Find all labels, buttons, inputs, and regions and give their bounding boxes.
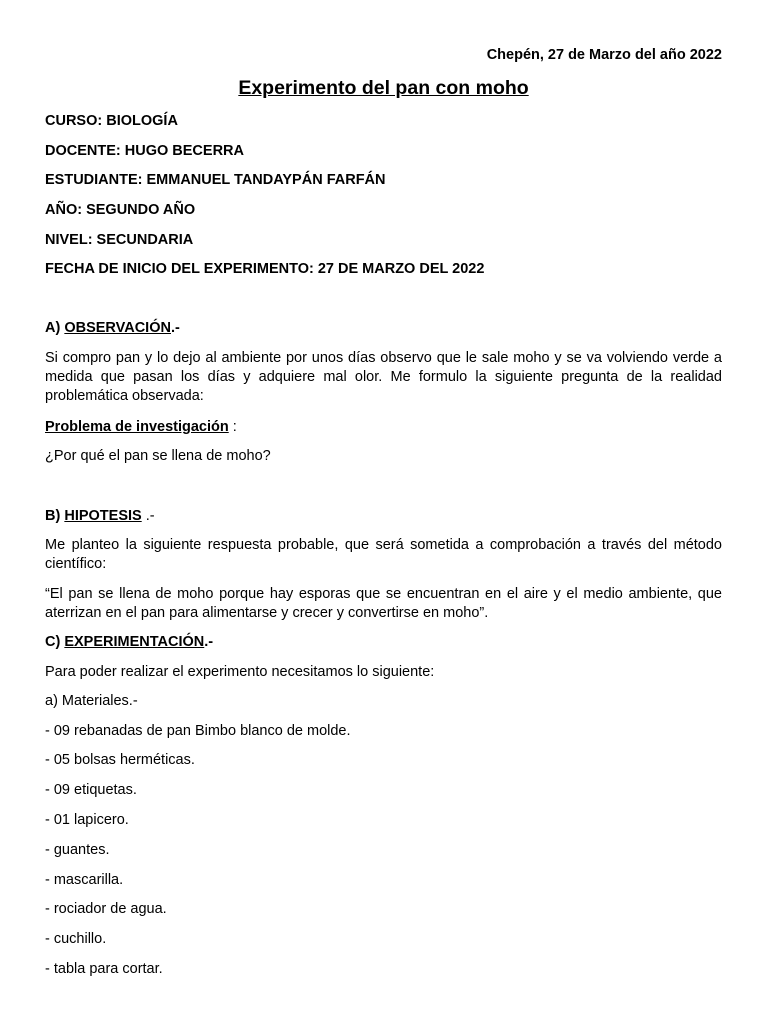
document-title: Experimento del pan con moho <box>238 77 529 99</box>
section-c-heading <box>45 633 722 651</box>
list-item: - 09 etiquetas. <box>45 782 137 798</box>
section-c-intro: Para poder realizar el experimento necesitamos lo siguiente: <box>45 664 435 680</box>
section-c-title: EXPERIMENTACIÓN <box>64 634 205 650</box>
hypothesis-quote: “El pan se llena de moho porque hay esporas que se encuentran en el aire y el medio ambiente, que aterrizan en el pan para alimentarse y crecer y convertirse en moho”. <box>45 586 722 621</box>
section-c-suffix: .- <box>204 634 214 650</box>
date-line: Chepén, 27 de Marzo del año 2022 <box>486 47 722 63</box>
section-b-paragraph: Me planteo la siguiente respuesta probable, que será sometida a comprobación a través del método científico: <box>45 537 722 572</box>
research-question: ¿Por qué el pan se llena de moho? <box>45 448 271 464</box>
section-a-title: OBSERVACIÓN <box>64 320 171 336</box>
list-item: - guantes. <box>45 842 110 858</box>
header-field-year: AÑO: SEGUNDO AÑO <box>45 202 196 218</box>
materials-heading: a) Materiales.- <box>45 693 138 709</box>
list-item: - rociador de agua. <box>45 901 167 917</box>
list-item: - tabla para cortar. <box>45 961 163 977</box>
section-c-prefix: C) <box>45 634 65 650</box>
section-a-heading <box>45 319 722 337</box>
section-a-paragraph: Si compro pan y lo dejo al ambiente por unos días observo que le sale moho y se va volviendo verde a medida que pasan los días y adquiere mal olor. Me formulo la siguiente pregunta de la realidad problemática observada: <box>45 350 722 404</box>
list-item: - 05 bolsas herméticas. <box>45 752 195 768</box>
section-a-suffix: .- <box>170 320 180 336</box>
list-item: - cuchillo. <box>45 931 107 947</box>
list-item: - mascarilla. <box>45 872 124 888</box>
section-b-prefix: B) <box>45 508 65 524</box>
list-item: - 01 lapicero. <box>45 812 129 828</box>
header-field-start-date: FECHA DE INICIO DEL EXPERIMENTO: 27 DE MARZO DEL 2022 <box>45 261 485 277</box>
problem-label: Problema de investigación <box>45 419 229 435</box>
section-a-prefix: A) <box>45 320 65 336</box>
header-field-student: ESTUDIANTE: EMMANUEL TANDAYPÁN FARFÁN <box>45 172 386 188</box>
header-field-level: NIVEL: SECUNDARIA <box>45 232 194 248</box>
header-field-course: CURSO: BIOLOGÍA <box>45 113 178 129</box>
problem-line <box>45 418 722 436</box>
list-item: - 09 rebanadas de pan Bimbo blanco de molde. <box>45 723 351 739</box>
section-b-suffix: .- <box>141 508 155 524</box>
problem-suffix: : <box>228 419 237 435</box>
section-b-title: HIPOTESIS <box>64 508 142 524</box>
header-field-teacher: DOCENTE: HUGO BECERRA <box>45 143 244 159</box>
section-b-heading <box>45 507 722 525</box>
